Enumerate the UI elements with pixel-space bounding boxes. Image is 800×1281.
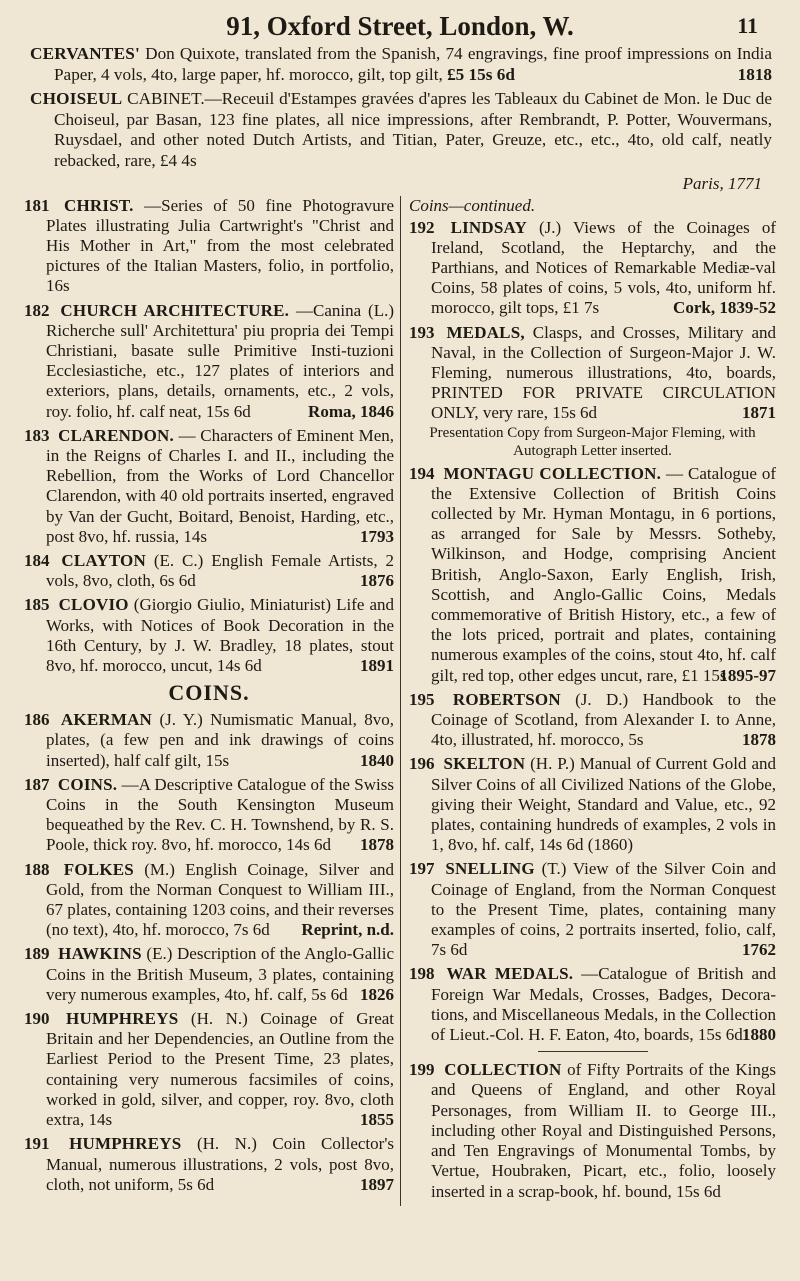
entry-date: 1878 (742, 730, 776, 750)
entry-text: (H. N.) Coinage of Great Britain and her Dependencies, an Outline from the Earliest Period to the Present Time, 23 plates, containing very numerous facsimiles of coins, worked in gold, silver, and copper, roy. 8vo, cloth extra, 14s (46, 1009, 395, 1130)
catalogue-entry (24, 775, 394, 856)
continued-heading: Coins—continued. (409, 195, 536, 215)
catalogue-entry (24, 1009, 394, 1130)
entry-heading: HUMPHREYS (66, 1009, 179, 1029)
publication-place: Paris, 1771 (682, 173, 762, 193)
entry-heading: MONTAGU COLLECTION. (443, 463, 662, 483)
right-entries-a (409, 218, 776, 1046)
entry-text: (T.) View of the Silver Coin and Coinage of England, from the Norman Conquest to the Present Time, plates, containing many examples of coins, 2 portraits inserted, folio, calf, 7s 6d (431, 859, 777, 960)
entry-heading: ROBERTSON (452, 689, 561, 709)
entry-date: 1897 (360, 1174, 394, 1194)
entry-heading: FOLKES (63, 859, 134, 879)
entry-number: 185 (24, 595, 50, 615)
entry-number: 191 (24, 1134, 50, 1154)
entry-text: (M.) English Coinage, Silver and Gold, from the Norman Conquest to William III., 67 plates, containing 1203 coins, and their reverses (no text), 4to, hf. morocco, 7s 6d (46, 859, 395, 940)
catalogue-entry (24, 426, 394, 547)
entry-heading: CHRIST. (64, 195, 134, 215)
entry-date: 1826 (360, 984, 394, 1004)
entry-number: 193 (409, 322, 435, 342)
entry-text: (J. D.) Handbook to the Coinage of Scotland, from Alexander I. to Anne, 4to, illustrated, hf. morocco, 5s (431, 689, 777, 750)
catalogue-entry-cervantes: CERVANTES' Don Quixote, translated from the Spanish, 74 engravings, fine proof impressions on India Paper, 4 vols, 4to, large paper, hf. morocco, gilt, top gilt, £5 15s 6d 1818 (30, 44, 773, 84)
entry-date: 1840 (360, 750, 394, 770)
entry-text: —Series of 50 fine Photogravure Plates illustrating Julia Cartwright's "Christ and His Mother in Art," from the most celebrated pictures of the Italian Masters, folio, in portfolio, 16s (46, 195, 394, 296)
catalogue-entry (24, 551, 394, 591)
entry-heading: WAR MEDALS. (446, 964, 574, 984)
entry-text: — Characters of Eminent Men, in the Reigns of Charles I. and II., including the Rebellion, from the Works of Lord Chancellor Clarendon, with 40 old portraits inserted, engraved by Van der Gucht, Boitard, Benoist, Harding, etc., post 8vo, hf. russia, 14s (46, 425, 394, 546)
left-entries-b (24, 710, 394, 1195)
entry-number: 194 (409, 463, 435, 483)
catalogue-entry (24, 1134, 394, 1195)
entry-number: 189 (24, 944, 50, 964)
entry-number: 192 (409, 217, 435, 237)
entry-heading: CHURCH ARCHITECTURE. (60, 300, 290, 320)
entry-text: of Fifty Portraits of the Kings and Queens of England, and other Royal Personages, from William II. to George III., including other Royal and Distinguished Persons, and Ten Engravings of Monumental Tombs, by Vertue, Houbraken, Picart, etc., folio, loosely inserted in a scrap-book, hf. bound, 15s 6d (431, 1060, 777, 1201)
entry-heading: HUMPHREYS (69, 1134, 182, 1154)
entry-text: Clasps, and Crosses, Military and Naval, in the Collection of Surgeon-Major J. W. Fleming, numerous illustrations, 4to, boards, PRINTED FOR PRIVATE CIRCULATION ONLY, very rare, 15s 6d (431, 322, 777, 423)
page-number: 11 (737, 13, 758, 38)
page-header (24, 8, 776, 44)
entry-number: 195 (409, 689, 435, 709)
entry-note: Presentation Copy from Surgeon-Major Fleming, with Autograph Letter inserted. (429, 424, 756, 459)
entry-number: 188 (24, 859, 50, 879)
entry-heading: MEDALS, (446, 322, 525, 342)
entry-heading: COINS. (57, 774, 118, 794)
entry-number: 196 (409, 754, 435, 774)
entry-text: —Catalogue of British and Foreign War Medals, Crosses, Badges, Decora-tions, and Miscellaneous Medals, in the Collection of Lieut.-Col. H. F. Eaton, 4to, boards, 15s 6d (431, 964, 776, 1045)
entry-number: 181 (24, 195, 50, 215)
header-address: 91, Oxford Street, London, W. (226, 11, 574, 41)
two-column-body (24, 196, 776, 1206)
entry-heading: AKERMAN (60, 710, 153, 730)
entry-heading: CLARENDON. (58, 425, 174, 445)
catalogue-entry (409, 859, 776, 960)
entry-text: (H. P.) Manual of Current Gold and Silver Coins of all Civilized Nations of the Globe, giving their Weight, Standard and Value, etc., 92 plates, containing hundreds of examples, 2 vols in 1, 8vo, hf. calf, 14s 6d (1860) (431, 754, 777, 855)
entry-date: 1876 (360, 571, 394, 591)
entry-number: 184 (24, 551, 50, 571)
entry-date: 1762 (742, 940, 776, 960)
entry-number: 182 (24, 300, 50, 320)
entry-text: (E.) Description of the Anglo-Gallic Coins in the British Museum, 3 plates, containing very numerous examples, 4to, hf. calf, 5s 6d (46, 944, 394, 1004)
entry-date: Roma, 1846 (308, 401, 394, 421)
entry-number: 190 (24, 1009, 50, 1029)
entry-text: — Catalogue of the Extensive Collection of British Coins collected by Mr. Hyman Montagu, in 6 portions, as arranged for Sale by Messrs. Sotheby, Wilkinson, and Hodge, comprising Ancient British, Anglo-Saxon, Early English, Irish, Scottish, and Anglo-Gallic Coins, Medals commemorative of British History, etc., a few of the lots priced, portrait and plates, containing numerous examples of the coins, stout 4to, hf. calf gilt, red top, other edges uncut, rare, £1 15s (431, 463, 777, 685)
catalogue-entry (409, 464, 776, 686)
entry-number: 183 (24, 425, 50, 445)
catalogue-entry (409, 964, 776, 1045)
catalogue-entry (24, 595, 394, 676)
catalogue-entry (24, 301, 394, 422)
entry-date: 1895-97 (719, 665, 776, 685)
entry-date: 1878 (360, 835, 394, 855)
left-column (24, 196, 401, 1206)
catalogue-entry (409, 754, 776, 855)
section-title-coins: COINS. (168, 680, 250, 706)
entry-text: (H. N.) Coin Collector's Manual, numerous illustrations, 2 vols, post 8vo, cloth, not uniform, 5s 6d (46, 1134, 394, 1194)
catalogue-entry (24, 196, 394, 297)
catalogue-entry-choiseul: CHOISEUL CABINET.—Receuil d'Estampes gravées d'apres les Tableaux du Cabinet de Mon. le Duc de Choiseul, par Basan, 123 fine plates, all nice impressions, after Rembrandt, P. Potter, Wouvermans, Ruysdael, and other noted Dutch Artists, and Titian, Pater, Greuze, etc., etc., 4to, old calf, neatly rebacked, rare, £4 4s (30, 89, 772, 170)
entry-text: (J.) Views of the Coinages of Ireland, Scotland, the Heptarchy, and the Parthians, and Notices of Remarkable Mediæ-val Coins, 58 plates of coins, 5 vols, 4to, uniform hf. morocco, gilt tops, £1 7s (431, 217, 777, 318)
section-divider (538, 1051, 648, 1052)
top-entries (24, 44, 776, 194)
entry-date: 1880 (742, 1025, 776, 1045)
entry-number: 187 (24, 774, 50, 794)
entry-heading: HAWKINS (58, 944, 142, 964)
entry-date: 1871 (742, 403, 776, 423)
entry-heading: COLLECTION (444, 1060, 562, 1080)
right-entries-b (409, 1060, 776, 1201)
catalogue-entry (24, 860, 394, 941)
entry-number: 197 (409, 859, 435, 879)
entry-number: 199 (409, 1060, 435, 1080)
entry-heading: SKELTON (443, 754, 526, 774)
entry-date: 1793 (360, 526, 394, 546)
entry-heading: SNELLING (445, 859, 535, 879)
left-entries-a (24, 196, 394, 677)
entry-date: Reprint, n.d. (301, 920, 394, 940)
entry-date: Cork, 1839-52 (673, 298, 776, 318)
entry-heading: CLAYTON (61, 551, 146, 571)
entry-text: (J. Y.) Numismatic Manual, 8vo, plates, (a few pen and ink drawings of coins inserted), half calf gilt, 15s (46, 710, 395, 770)
entry-number: 186 (24, 710, 50, 730)
catalogue-entry (24, 710, 394, 771)
catalogue-entry (409, 323, 776, 460)
right-column (401, 196, 776, 1206)
catalogue-entry (409, 218, 776, 319)
entry-text: (Giorgio Giulio, Miniaturist) Life and Works, with Notices of Book Decoration in the 16th Century, by J. W. Bradley, 18 plates, stout 8vo, hf. morocco, uncut, 14s 6d (46, 595, 395, 676)
catalogue-entry (24, 944, 394, 1005)
entry-text: —Canina (L.) Richerche sull' Architettura' piu propria dei Tempi Christiani, basate sulle Primitive Insti-tuzioni Ecclesiastiche, etc., 127 plates of interiors and exteriors, plans, details, ornaments, etc., 2 vols, roy. folio, hf. calf neat, 15s 6d (46, 300, 395, 421)
entry-date: 1891 (360, 656, 394, 676)
entry-text: (E. C.) English Female Artists, 2 vols, 8vo, cloth, 6s 6d (46, 551, 395, 591)
entry-text: —A Descriptive Catalogue of the Swiss Coins in the South Kensington Museum bequeathed by the Rev. C. H. Townshend, by R. S. Poole, thick roy. 8vo, hf. morocco, 14s 6d (46, 774, 394, 855)
catalogue-entry (409, 690, 776, 751)
entry-number: 198 (409, 964, 435, 984)
entry-heading: CLOVIO (58, 595, 129, 615)
entry-heading: LINDSAY (450, 217, 527, 237)
entry-date: 1855 (360, 1110, 394, 1130)
catalogue-entry (409, 1060, 776, 1201)
